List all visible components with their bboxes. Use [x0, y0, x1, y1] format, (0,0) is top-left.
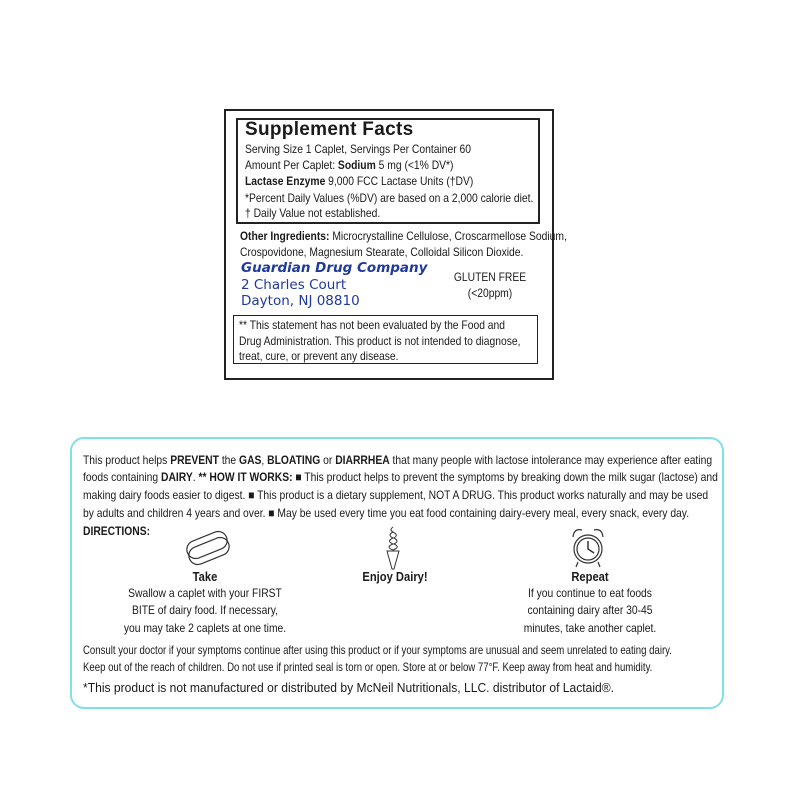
alarm-clock-icon [568, 525, 608, 569]
disclaimer-line: treat, cure, or prevent any disease. [239, 349, 399, 363]
text-segment: PREVENT [170, 453, 219, 467]
info-line [83, 453, 712, 467]
ingredients-line1 [240, 229, 567, 243]
percent-note: *Percent Daily Values (%DV) are based on a 2,000 calorie diet. [245, 191, 534, 205]
step-repeat-text: If you continue to eat foods [528, 586, 652, 600]
info-line [83, 470, 718, 484]
step-repeat-title: Repeat [571, 569, 609, 584]
ingredients-label: Other Ingredients: [240, 229, 330, 243]
ingredients-text: Microcrystalline Cellulose, Croscarmellose Sodium, [329, 229, 567, 243]
step-take-title: Take [192, 569, 218, 584]
company-name: Guardian Drug Company [241, 260, 428, 276]
text-segment: This product helps to prevent the symptoms by breaking down the milk sugar (lactose) and [301, 470, 718, 484]
sodium-label: Sodium [337, 158, 376, 172]
text-segment: DAIRY [161, 470, 193, 484]
text-segment: GAS [239, 453, 262, 467]
step-take-text: Swallow a caplet with your FIRST [128, 586, 282, 600]
lactase-label: Lactase Enzyme [245, 174, 326, 188]
text-segment: foods containing [83, 470, 162, 484]
warning-line: Keep out of the reach of children. Do not use if printed seal is torn or open. Store at or below 77°F. Keep away from heat and humidity. [83, 660, 653, 674]
company-city: Dayton, NJ 08810 [241, 293, 360, 309]
step-take-text: BITE of dairy food. If necessary, [131, 603, 279, 617]
text-segment: the [218, 453, 240, 467]
lactase-value: 9,000 FCC Lactase Units (†DV) [325, 174, 474, 188]
footnote: *This product is not manufactured or distributed by McNeil Nutritionals, LLC. distributor of Lactaid®. [83, 680, 615, 695]
gluten-ppm: (<20ppm) [467, 286, 513, 300]
text-segment: , [261, 453, 268, 467]
info-line: by adults and children 4 years and over. ■ May be used every time you eat food containing dairy-every meal, every snack, every day. [83, 506, 690, 520]
ingredients-line2: Crospovidone, Magnesium Stearate, Colloidal Silicon Dioxide. [240, 245, 524, 259]
info-line: making dairy foods easier to digest. ■ This product is a dietary supplement, NOT A DRUG. This product works naturally and may be used [83, 488, 709, 502]
step-enjoy-title: Enjoy Dairy! [362, 569, 428, 584]
disclaimer-line: Drug Administration. This product is not intended to diagnose, [239, 334, 521, 348]
amount-per-caplet [245, 158, 453, 172]
sodium-value: 5 mg (<1% DV*) [375, 158, 454, 172]
step-repeat-text: containing dairy after 30-45 [527, 603, 653, 617]
caplet-icon [183, 528, 233, 568]
company-street: 2 Charles Court [241, 277, 347, 293]
ice-cream-icon [383, 525, 403, 571]
amount-label: Amount Per Caplet: [245, 158, 338, 172]
text-segment: that many people with lactose intolerance may experience after eating [389, 453, 713, 467]
dagger-note: † Daily Value not established. [245, 206, 381, 220]
serving-size: Serving Size 1 Caplet, Servings Per Container 60 [245, 142, 472, 156]
gluten-free: GLUTEN FREE [453, 270, 527, 284]
text-segment: . [192, 470, 196, 484]
directions-heading: DIRECTIONS: [83, 524, 151, 538]
text-segment: ** HOW IT WORKS: ■ [195, 470, 302, 484]
lactase-row [245, 174, 473, 188]
warning-line: Consult your doctor if your symptoms continue after using this product or if your symptoms are unusual and seem unrelated to eating dairy. [83, 643, 672, 657]
step-repeat-text: minutes, take another caplet. [523, 621, 657, 635]
text-segment: This product helps [83, 453, 171, 467]
step-take-text: you may take 2 caplets at one time. [123, 621, 287, 635]
text-segment: BLOATING [267, 453, 321, 467]
text-segment: DIARRHEA [335, 453, 390, 467]
facts-title: Supplement Facts [245, 119, 414, 140]
disclaimer-line: ** This statement has not been evaluated by the Food and [239, 318, 506, 332]
text-segment: or [320, 453, 336, 467]
